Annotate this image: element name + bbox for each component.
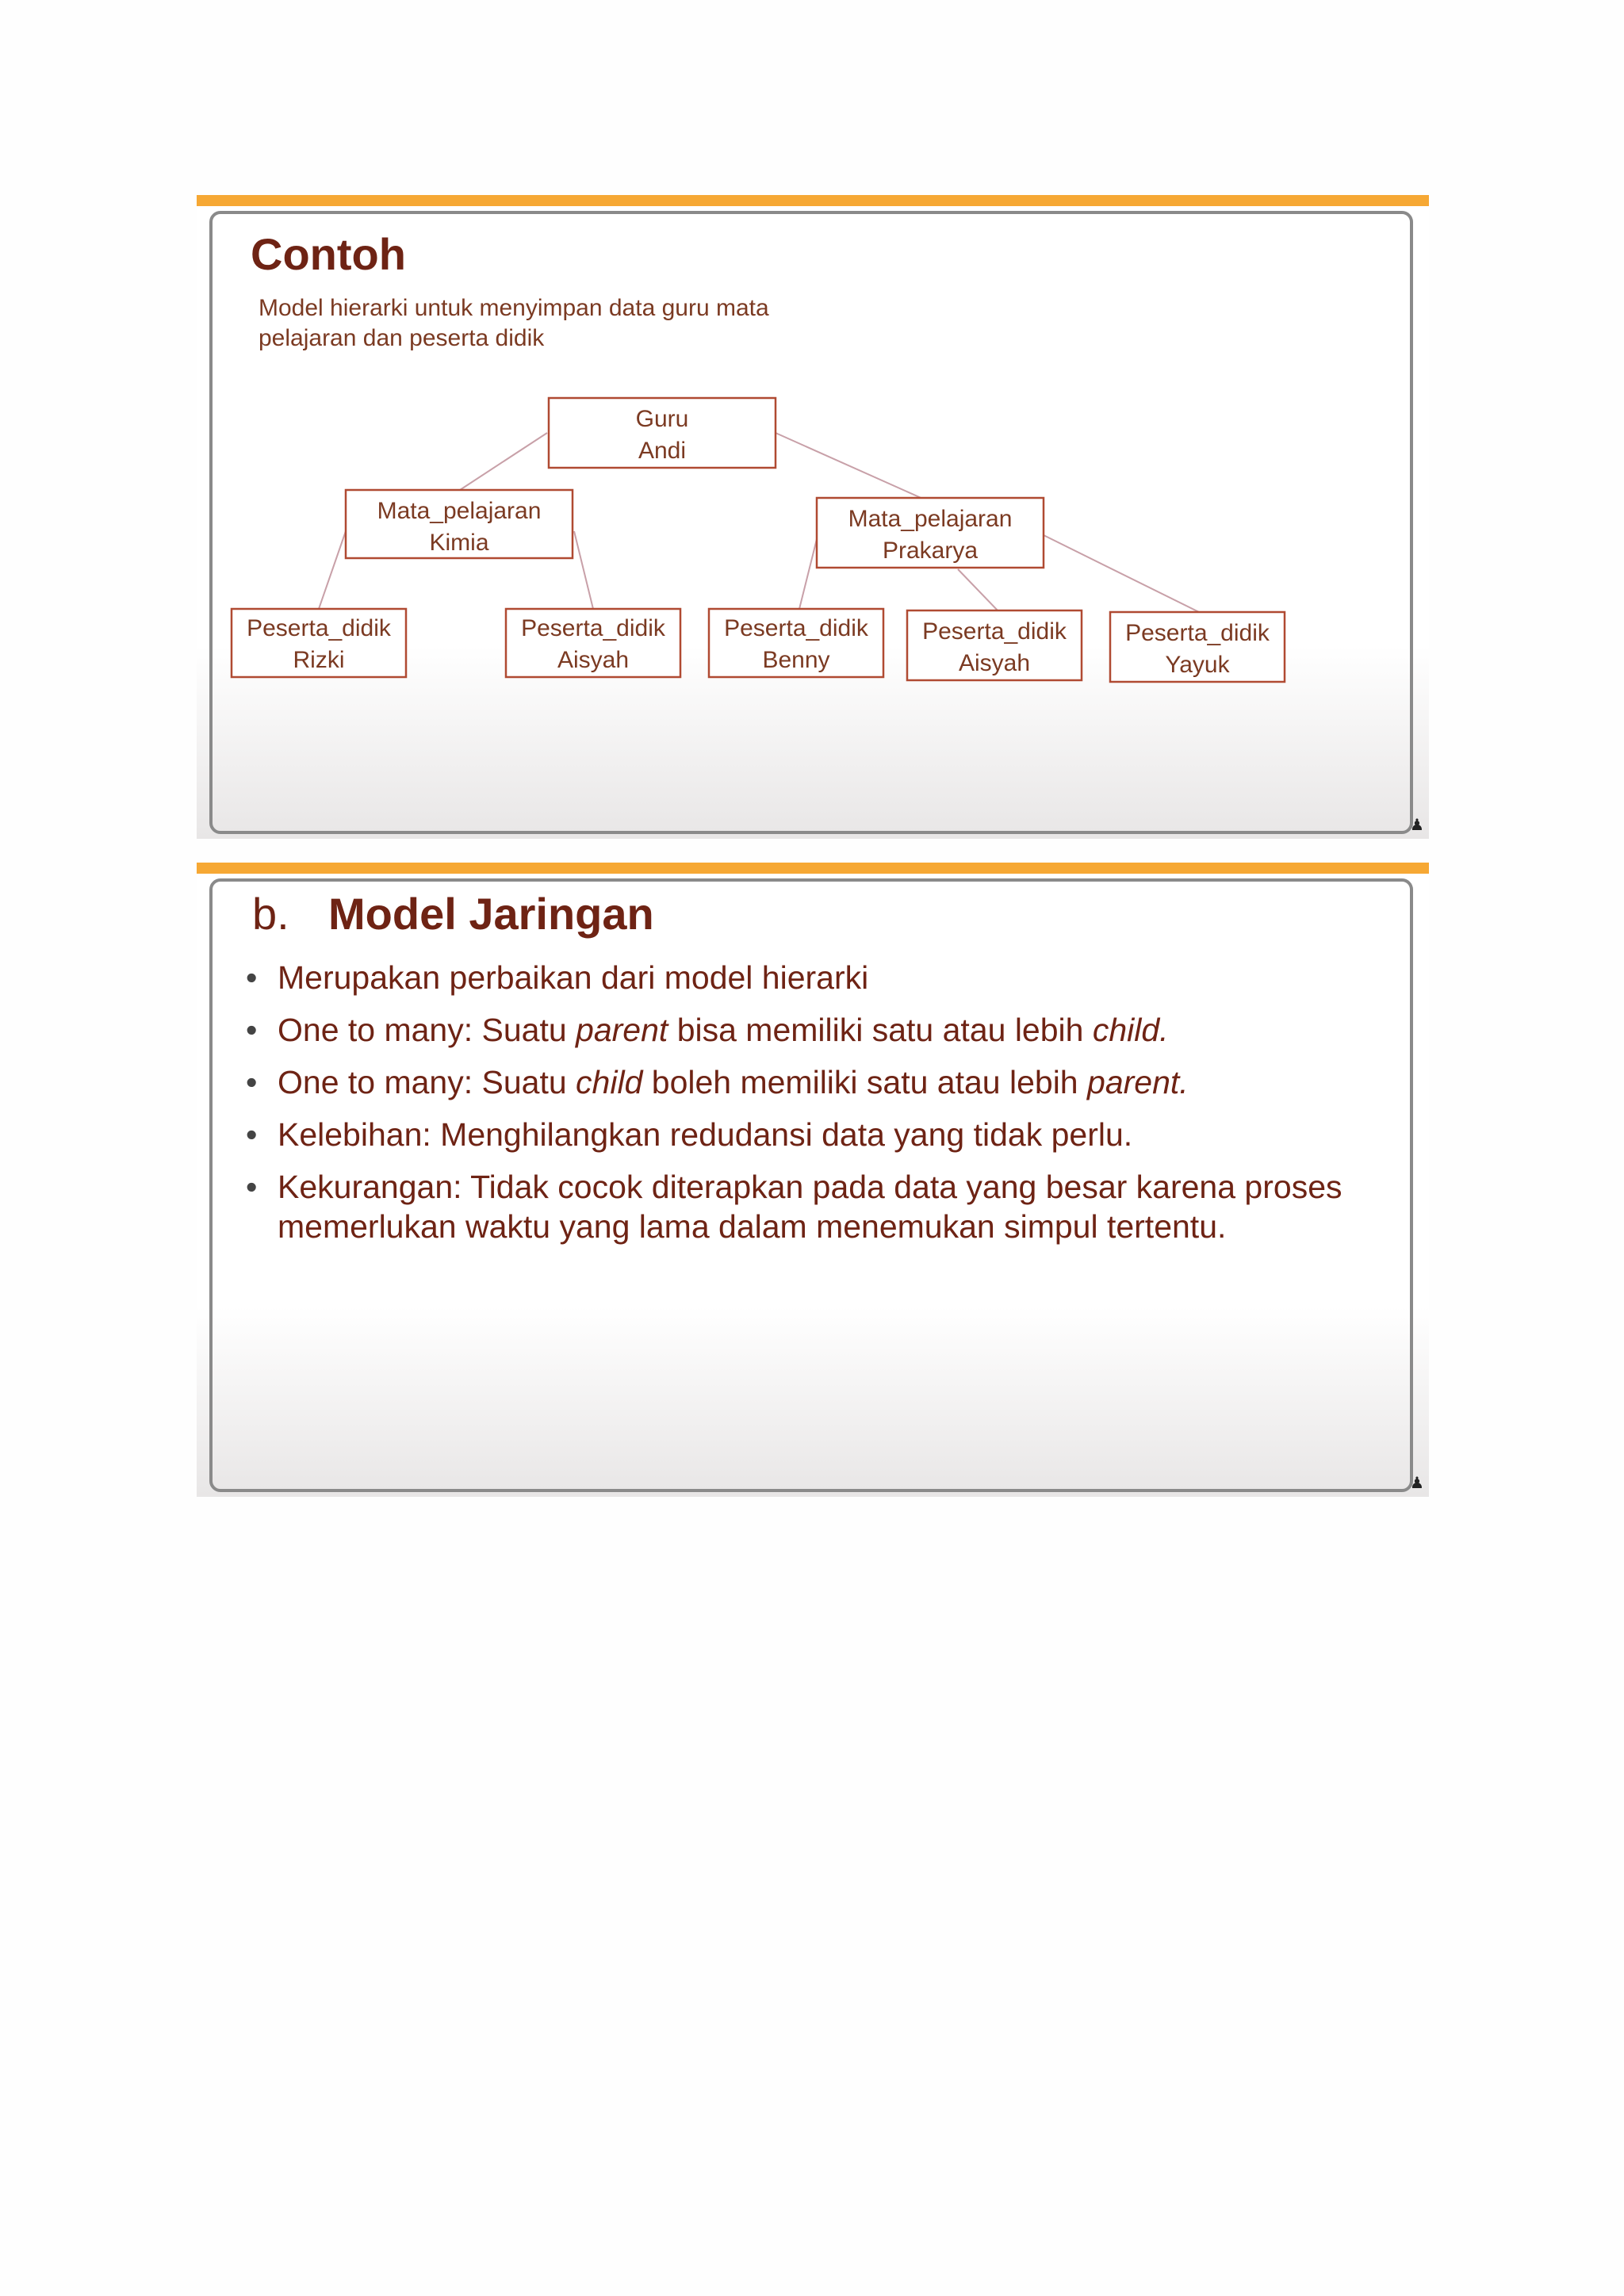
bullet-text: Kekurangan: Tidak cocok diterapkan pada data yang besar karena proses memerlukan waktu yang lama dalam menemukan simpul tertentu. <box>278 1169 1342 1245</box>
bullet-emphasis: parent. <box>1087 1064 1189 1100</box>
connector-line <box>574 531 593 609</box>
tree-node-benny <box>709 609 883 677</box>
slide-title <box>252 888 654 939</box>
slide-model-jaringan <box>197 863 1429 1497</box>
person-icon: ♟ <box>1410 817 1424 834</box>
node-label: Yayuk <box>1165 652 1230 678</box>
accent-bar <box>197 863 1429 874</box>
connector-line <box>1042 534 1199 612</box>
bullet-item <box>246 1010 1372 1050</box>
bullet-text: boleh memiliki satu atau lebih <box>642 1064 1088 1100</box>
node-label: Aisyah <box>557 647 630 673</box>
node-label: Peserta_didik <box>1125 620 1270 646</box>
node-label: Andi <box>638 438 687 464</box>
tree-node-aisyah-prakarya <box>907 610 1082 680</box>
bullet-item <box>246 1167 1372 1246</box>
node-label: Guru <box>635 406 689 432</box>
slide-contoh <box>197 195 1429 839</box>
node-label: Mata_pelajaran <box>848 506 1013 532</box>
bullet-item <box>246 958 1372 997</box>
subtitle-line: Model hierarki untuk menyimpan data guru mata <box>259 295 769 321</box>
tree-node-kimia <box>346 490 573 558</box>
bullet-emphasis: parent <box>576 1012 668 1048</box>
slide-title: Contoh <box>251 229 406 279</box>
tree-node-guru <box>549 398 776 468</box>
node-label: Mata_pelajaran <box>377 498 542 524</box>
node-label: Rizki <box>293 647 345 673</box>
bullet-text: One to many: Suatu <box>278 1064 576 1100</box>
bullet-list <box>246 958 1372 1259</box>
bullet-text: One to many: Suatu <box>278 1012 576 1048</box>
connector-line <box>776 433 925 499</box>
bullet-text: Merupakan perbaikan dari model hierarki <box>278 959 869 996</box>
tree-node-yayuk <box>1110 612 1285 682</box>
connector-line <box>958 569 999 612</box>
node-label: Aisyah <box>958 650 1031 676</box>
bullet-text: Kelebihan: Menghilangkan redudansi data yang tidak perlu. <box>278 1116 1133 1153</box>
tree-node-rizki <box>232 609 406 677</box>
tree-node-prakarya <box>817 498 1044 568</box>
bullet-item <box>246 1115 1372 1154</box>
node-label: Kimia <box>429 530 489 556</box>
connector-line <box>460 433 547 490</box>
connector-line <box>799 539 817 609</box>
section-title: Model Jaringan <box>328 889 654 939</box>
bullet-text: bisa memiliki satu atau lebih <box>668 1012 1093 1048</box>
bullet-item <box>246 1062 1372 1102</box>
section-letter: b. <box>252 889 289 939</box>
tree-node-aisyah-kimia <box>506 609 680 677</box>
connector-line <box>319 531 346 609</box>
subtitle-line: pelajaran dan peserta didik <box>259 325 545 351</box>
node-label: Peserta_didik <box>521 615 665 641</box>
bullet-emphasis: child. <box>1092 1012 1169 1048</box>
person-icon: ♟ <box>1410 1475 1424 1492</box>
node-label: Prakarya <box>882 538 979 564</box>
node-label: Peserta_didik <box>247 615 391 641</box>
bullet-emphasis: child <box>576 1064 643 1100</box>
node-label: Peserta_didik <box>724 615 868 641</box>
node-label: Peserta_didik <box>922 618 1067 645</box>
node-label: Benny <box>762 647 830 673</box>
hierarchy-diagram <box>197 195 1429 839</box>
